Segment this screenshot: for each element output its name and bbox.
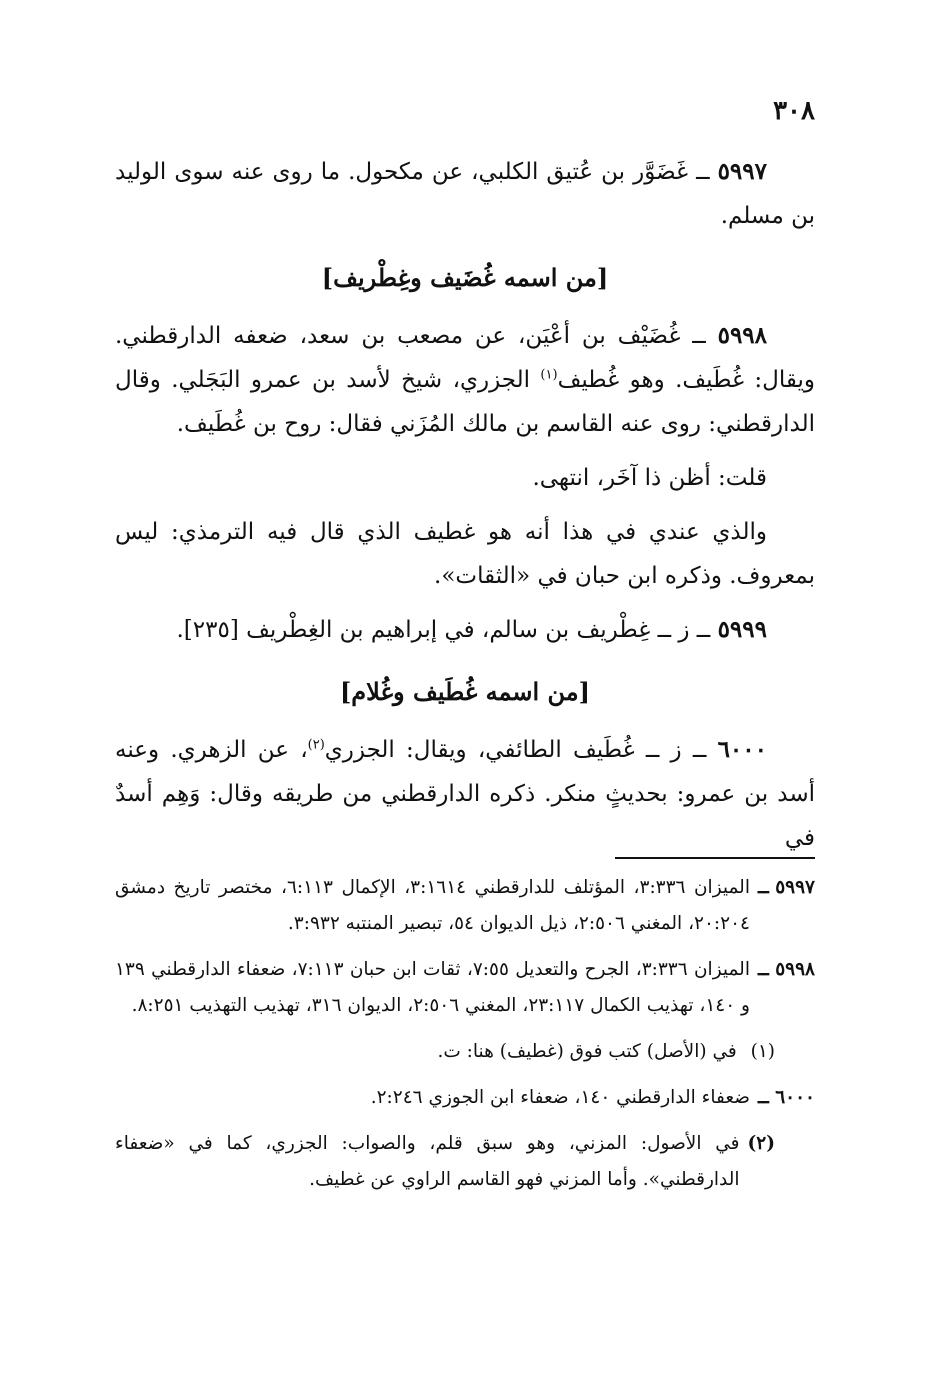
- paragraph: قلت: أظن ذا آخَر، انتهى.: [532, 465, 767, 491]
- entry-number: ٦٠٠٠: [717, 736, 767, 763]
- note-text: الميزان ٣:٣٣٦، المؤتلف للدارقطني ٣:١٦١٤، الإكمال ٦:١١٣، مختصر تاريخ دمشق ٢٠:٢٠٤، المغني ٢:٥٠٦، ذيل الديوان ٥٤، تبصير المنتبه ٣:٩٣٢.: [115, 877, 750, 934]
- footnote-1: [115, 1034, 815, 1070]
- entry-6000: [115, 728, 815, 860]
- paragraph: والذي عندي في هذا أنه هو غطيف الذي قال فيه الترمذي: ليس بمعروف. وذكره ابن حبان في «الثقات».: [115, 519, 815, 589]
- footnotes: [115, 870, 815, 1208]
- entry-5997: [115, 150, 815, 238]
- entry-5999: [115, 608, 815, 652]
- note-text: ضعفاء الدارقطني ١٤٠، ضعفاء ابن الجوزي ٢:٢٤٦.: [370, 1087, 750, 1108]
- footnote-ref: (١): [540, 367, 558, 383]
- entry-number: ٥٩٩٩: [717, 616, 767, 643]
- source-note: [115, 870, 815, 942]
- section-heading: [من اسمه غُضَيف وغِطْريف]: [321, 263, 609, 292]
- footnote-divider: [615, 857, 815, 859]
- entry-text: ــ ز ــ غِطْريف بن سالم، في إبراهيم بن الغِطْريف [٢٣٥].: [176, 617, 711, 643]
- footnote-label: (٢): [747, 1133, 775, 1154]
- main-text: [115, 150, 815, 870]
- note-text: الميزان ٣:٣٣٦، الجرح والتعديل ٧:٥٥، ثقات ابن حبان ٧:١١٣، ضعفاء الدارقطني ١٣٩ و ١٤٠، تهذيب الكمال ٢٣:١١٧، المغني ٢:٥٠٦، الديوان ٣١٦، تهذيب التهذيب ٨:٢٥١.: [115, 959, 750, 1016]
- footnote-2: [115, 1126, 815, 1198]
- entry-number: ٥٩٩٨: [717, 322, 768, 349]
- entry-text: ــ ز ــ غُطَيف الطائفي، ويقال: الجزري: [324, 737, 707, 763]
- page-number: ٣٠٨: [773, 96, 815, 126]
- entry-text: ــ غَضَوَّر بن عُتيق الكلبي، عن مكحول. ما روى عنه سوى الوليد بن مسلم.: [115, 159, 815, 229]
- source-note: [115, 1080, 815, 1116]
- entry-5998: [115, 314, 815, 446]
- note-label: ٥٩٩٧ ــ: [757, 877, 815, 898]
- entry-number: ٥٩٩٧: [717, 158, 767, 185]
- footnote-label: (١): [750, 1041, 775, 1062]
- entry-text: ــ غُضَيْف بن أعْيَن، عن مصعب بن سعد، ضعفه الدارقطني. ويقال: غُطَيف. وهو غُطيف: [115, 323, 816, 393]
- footnote-text: في (الأصل) كتب فوق (غطيف) هنا: ت.: [437, 1041, 737, 1062]
- source-note: [115, 952, 815, 1024]
- entry-text: الجزري، شيخ لأسد بن عمرو البَجَلي. وقال الدارقطني: روى عنه القاسم بن مالك المُزَني فقال: روح بن غُطَيف.: [115, 367, 815, 437]
- note-label: ٥٩٩٨ ــ: [757, 959, 815, 980]
- entry-text: ، عن الزهري. وعنه أسد بن عمرو: بحديثٍ منكر. ذكره الدارقطني من طريقه وقال: وَهِم أسدٌ في: [115, 737, 815, 851]
- footnote-text: في الأصول: المزني، وهو سبق قلم، والصواب: الجزري، كما في «ضعفاء الدارقطني». وأما المزني فهو القاسم الراوي عن غطيف.: [115, 1133, 740, 1190]
- note-label: ٦٠٠٠ ــ: [757, 1087, 815, 1108]
- footnote-ref: (٢): [307, 737, 325, 753]
- section-heading: [من اسمه غُطَيف وغُلام]: [339, 677, 591, 706]
